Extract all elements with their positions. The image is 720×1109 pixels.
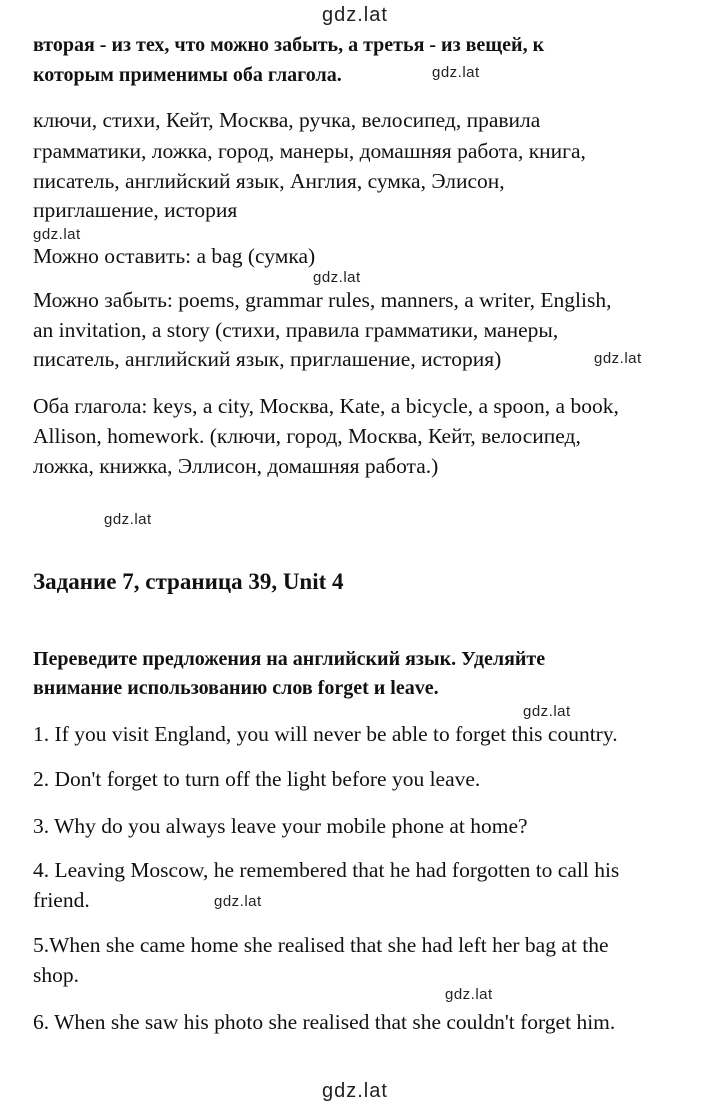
sentence-line: shop. — [33, 963, 79, 987]
word-list-line: писатель, английский язык, Англия, сумка, Элисон, — [33, 169, 505, 193]
can-forget-line: an invitation, a story (стихи, правила грамматики, манеры, — [33, 318, 559, 342]
both-verbs-line: ложка, книжка, Эллисон, домашняя работа.) — [33, 454, 439, 478]
sentence-line: 1. If you visit England, you will never be able to forget this country. — [33, 722, 618, 746]
both-verbs-line: Оба глагола: keys, a city, Москва, Kate, a bicycle, a spoon, a book, — [33, 394, 619, 418]
intro-line: вторая - из тех, что можно забыть, а третья - из вещей, к — [33, 34, 545, 56]
sentence-line: 6. When she saw his photo she realised that she couldn't forget him. — [33, 1010, 616, 1034]
watermark: gdz.lat — [594, 350, 642, 367]
word-list-line: грамматики, ложка, город, манеры, домашняя работа, книга, — [33, 139, 586, 163]
watermark: gdz.lat — [313, 269, 361, 286]
sentence-line: friend. — [33, 888, 90, 912]
watermark-bottom: gdz.lat — [322, 1080, 388, 1102]
watermark: gdz.lat — [523, 703, 571, 720]
word-list-line: приглашение, история — [33, 198, 238, 222]
task-heading: Задание 7, страница 39, Unit 4 — [33, 569, 344, 594]
sentence-line: 2. Don't forget to turn off the light before you leave. — [33, 767, 481, 791]
watermark: gdz.lat — [33, 226, 81, 243]
word-list-line: ключи, стихи, Кейт, Москва, ручка, велосипед, правила — [33, 108, 541, 132]
sentence-line: 5.When she came home she realised that she had left her bag at the — [33, 933, 609, 957]
instruction-line: Переведите предложения на английский язык. Уделяйте — [33, 648, 546, 670]
sentence-line: 4. Leaving Moscow, he remembered that he had forgotten to call his — [33, 858, 620, 882]
can-leave-line: Можно оставить: a bag (сумка) — [33, 244, 316, 268]
sentence-line: 3. Why do you always leave your mobile phone at home? — [33, 814, 528, 838]
watermark: gdz.lat — [214, 893, 262, 910]
watermark: gdz.lat — [445, 986, 493, 1003]
can-forget-line: писатель, английский язык, приглашение, история) — [33, 347, 502, 371]
instruction-line: внимание использованию слов forget и leave. — [33, 677, 439, 699]
watermark: gdz.lat — [104, 511, 152, 528]
can-forget-line: Можно забыть: poems, grammar rules, manners, a writer, English, — [33, 288, 612, 312]
intro-line: которым применимы оба глагола. — [33, 64, 342, 86]
watermark-top: gdz.lat — [322, 4, 388, 26]
both-verbs-line: Allison, homework. (ключи, город, Москва, Кейт, велосипед, — [33, 424, 581, 448]
watermark: gdz.lat — [432, 64, 480, 81]
